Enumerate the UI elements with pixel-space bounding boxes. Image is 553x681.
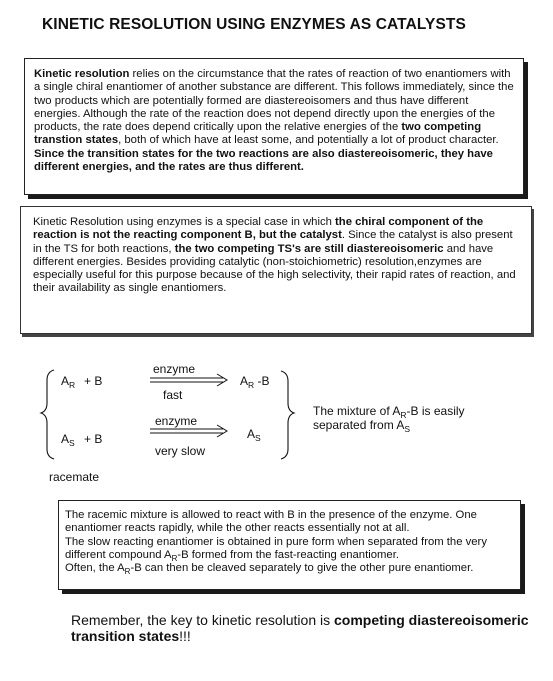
term-kinetic-resolution: Kinetic resolution: [34, 68, 130, 80]
intro-bold-ts: two competing transtion states: [34, 121, 482, 147]
product-as: $A_S$: [247, 427, 261, 443]
enzyme-text-3: and have different energies. Besides providing catalytic (non-stoichiometric) resolution,enzymes are especially useful for this purpose because of the high selectivity, their rapid rates of reaction, and their availability as single enantiomers.: [33, 242, 516, 295]
enzyme-label-bottom: enzyme: [155, 414, 198, 428]
mixture-note: The mixture of $A_R-B$ is easily separated from $A_S$: [313, 404, 465, 434]
enzyme-text-1: Kinetic Resolution using enzymes is a special case in which: [33, 216, 336, 228]
summary-line-3: Often, the $A_R-B$ can then be cleaved separately to give the other pure enantiomer.: [65, 562, 474, 577]
product-ar-b: $A_R$ -B: [240, 374, 270, 390]
reactant-b-bottom: + B: [84, 432, 103, 446]
intro-text-2: , both of which have at least some, and potentially a lot of product character.: [118, 134, 499, 147]
reactant-as: $A_S$: [61, 432, 75, 448]
intro-bold-conclusion: Since the transition states for the two reactions are also diastereoisomeric, they have different energies, and the rates are thus different.: [34, 147, 493, 174]
summary-line-2: The slow reacting enantiomer is obtained in pure form when separated from the very different compound $A_R-B$ formed from the fast-reacting enantiomer.: [65, 535, 487, 563]
fast-label: fast: [163, 388, 183, 402]
intro-text-1: relies on the circumstance that the rates of reaction of two enantiomers with a single chiral enantiomer of another substance are different. This follows immediately, since the two products which are potentially formed are diastereoisomers and thus have different energies. Although the rate of the reaction does not depend directly upon the energies of the products, the rate does depend critically upon the relative energies of the: [34, 68, 514, 134]
reactant-ar: $A_R$: [61, 374, 76, 390]
enzyme-bold-ts: the two competing TS's are still diastereoisomeric: [174, 242, 444, 255]
enzyme-text-2: . Since the catalyst is also present in the TS for both reactions,: [33, 229, 513, 255]
right-brace: [281, 371, 294, 459]
summary-line-1: The racemic mixture is allowed to react with B in the presence of the enzyme. One enantiomer reacts rapidly, while the other reacts essentially not at all.: [65, 509, 477, 535]
racemate-label: racemate: [49, 470, 100, 484]
reactant-b-top: + B: [84, 374, 103, 388]
left-brace: [41, 370, 54, 459]
page-title: KINETIC RESOLUTION USING ENZYMES AS CATALYSTS: [42, 16, 466, 33]
enzyme-label-top: enzyme: [153, 362, 196, 376]
enzyme-bold-catalyst: the chiral component of the reaction is not the reacting component B, but the catalyst: [33, 216, 484, 242]
summary-box: [58, 500, 521, 590]
remember-note: Remember, the key to kinetic resolution is competing diastereoisomeric transition states!!!: [71, 612, 529, 644]
very-slow-label: very slow: [155, 444, 206, 458]
